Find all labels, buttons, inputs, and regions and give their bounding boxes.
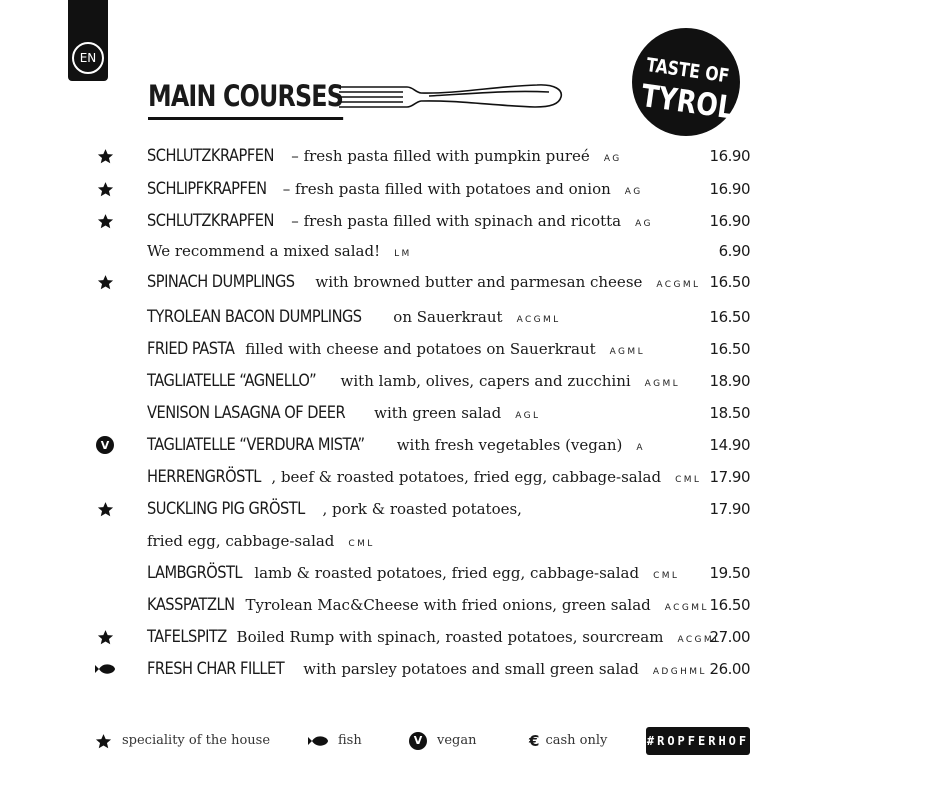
dish-name: SUCKLING PIG GRÖSTL [147,499,305,519]
menu-item-line [147,595,709,618]
dish-price: 16.90 [709,212,750,230]
euro-icon: € [529,732,540,750]
menu-item-line [147,435,645,458]
allergen-codes: CML [675,475,702,485]
dish-name: TAFELSPITZ [147,627,227,647]
star-icon [94,179,116,199]
menu-item [0,591,760,619]
legend-vegan-label: vegan [437,733,477,748]
dish-description: lamb & roasted potatoes, fried egg, cabbage-salad [249,564,640,582]
menu-item [0,463,760,491]
menu-item [0,335,760,363]
menu-item-line [147,339,645,362]
menu-item-line [147,403,540,426]
dish-description: We recommend a mixed salad! [147,242,381,260]
seal-line-2: TYROL [638,78,737,127]
dish-description: – fresh pasta filled with spinach and ricotta [286,212,622,230]
dish-description: with green salad [369,404,502,422]
language-badge[interactable]: EN [72,42,104,74]
menu-item [0,559,760,587]
star-icon [94,211,116,231]
allergen-codes: ACGML [664,603,709,613]
allergen-codes: A [636,443,645,453]
dish-price: 18.50 [709,404,750,422]
dish-description: – fresh pasta filled with pumpkin pureé [286,147,590,165]
dish-name: SCHLUTZKRAPFEN [147,146,274,166]
star-icon [94,499,116,519]
menu-item-line [147,179,643,202]
menu-item-line [147,627,722,650]
dish-description: with lamb, olives, capers and zucchini [335,372,631,390]
dish-description: – fresh pasta filled with potatoes and onion [277,180,611,198]
star-icon [94,146,116,166]
dish-price: 18.90 [709,372,750,390]
menu-item [0,399,760,427]
dish-price: 16.50 [709,340,750,358]
taste-of-tyrol-seal [632,28,740,136]
vegan-icon: V [409,732,427,750]
dish-price: 17.90 [709,468,750,486]
dish-description: Tyrolean Mac&Cheese with fried onions, green salad [240,596,651,614]
legend-cash-label: cash only [545,733,608,748]
dish-price: 16.50 [709,273,750,291]
allergen-codes: CML [653,571,680,581]
menu-item-line [147,563,679,586]
star-icon [94,627,116,647]
menu-item [0,431,760,459]
menu-item [0,655,760,683]
dish-description: fried egg, cabbage-salad [147,532,335,550]
menu-item-line [147,146,622,169]
dish-description: with browned butter and parmesan cheese [310,273,643,291]
allergen-codes: AGL [515,411,541,421]
legend-star [95,730,270,752]
dish-description: with fresh vegetables (vegan) [391,436,623,454]
dish-description: filled with cheese and potatoes on Sauerkraut [240,340,596,358]
dish-description: with parsley potatoes and small green salad [298,660,639,678]
dish-name: VENISON LASAGNA OF DEER [147,403,346,423]
dish-description: on Sauerkraut [388,308,503,326]
dish-price: 16.50 [709,308,750,326]
legend-star-label: speciality of the house [122,733,271,748]
dish-price: 16.90 [709,147,750,165]
dish-name: LAMBGRÖSTL [147,563,243,583]
menu-item [0,237,760,265]
menu-item [0,527,760,555]
dish-price: 17.90 [709,500,750,518]
dish-name: FRIED PASTA [147,339,235,359]
dish-price: 6.90 [718,242,750,260]
menu-item-line [147,467,701,490]
legend-cash [529,730,607,752]
dish-description: Boiled Rump with spinach, roasted potatoes, sourcream [231,628,664,646]
menu-item [0,175,760,203]
menu-item [0,367,760,395]
menu-item [0,142,760,170]
dish-name: FRESH CHAR FILLET [147,659,285,679]
menu-item [0,623,760,651]
dish-name: HERRENGRÖSTL [147,467,261,487]
dish-name: TAGLIATELLE “VERDURA MISTA” [147,435,365,455]
allergen-codes: AG [624,187,643,197]
menu-item [0,303,760,331]
allergen-codes: ACGML [656,280,701,290]
legend-vegan [409,730,476,752]
allergen-codes: ACGML [677,635,722,645]
allergen-codes: CML [348,539,375,549]
dish-price: 14.90 [709,436,750,454]
dish-price: 16.90 [709,180,750,198]
allergen-codes: AG [603,154,622,164]
allergen-codes: AGML [609,347,646,357]
menu-item-line [147,531,375,554]
language-tab[interactable] [68,0,108,81]
dish-name: TAGLIATELLE “AGNELLO” [147,371,317,391]
menu-item-line [147,211,653,234]
menu-item-line [147,307,561,330]
legend-fish-label: fish [338,733,362,748]
dish-name: SCHLUTZKRAPFEN [147,211,274,231]
dish-price: 19.50 [709,564,750,582]
hashtag-badge: #ROPFERHOF [646,727,750,755]
legend-fish [308,730,362,752]
menu-item [0,495,760,523]
dish-price: 27.00 [709,628,750,646]
dish-name: TYROLEAN BACON DUMPLINGS [147,307,362,327]
allergen-codes: AG [635,219,653,229]
dish-name: SCHLIPFKRAPFEN [147,179,267,199]
dish-description: , pork & roasted potatoes, [322,500,522,518]
seal-line-1: TASTE OF [644,54,731,88]
allergen-codes: LM [394,249,412,259]
fork-icon [337,80,565,114]
dish-price: 16.50 [709,596,750,614]
fish-icon [308,735,328,747]
allergen-codes: AGML [644,379,681,389]
menu-item-line [147,371,680,394]
menu-item-line [147,659,707,682]
menu-item-line [147,272,700,295]
star-icon [94,272,116,292]
menu-item [0,207,760,235]
menu-item [0,268,760,296]
page-title: MAIN COURSES [148,76,343,120]
menu-item-line [147,499,522,519]
dish-name: KASSPATZLN [147,595,235,615]
dish-description: , beef & roasted potatoes, fried egg, cabbage-salad [271,468,662,486]
star-icon [95,733,112,750]
dish-name: SPINACH DUMPLINGS [147,272,295,292]
menu-item-line [147,241,412,264]
vegan-icon: V [94,435,116,455]
fish-icon [94,659,116,679]
allergen-codes: ADGHML [652,667,707,677]
dish-price: 26.00 [709,660,750,678]
allergen-codes: ACGML [516,315,561,325]
